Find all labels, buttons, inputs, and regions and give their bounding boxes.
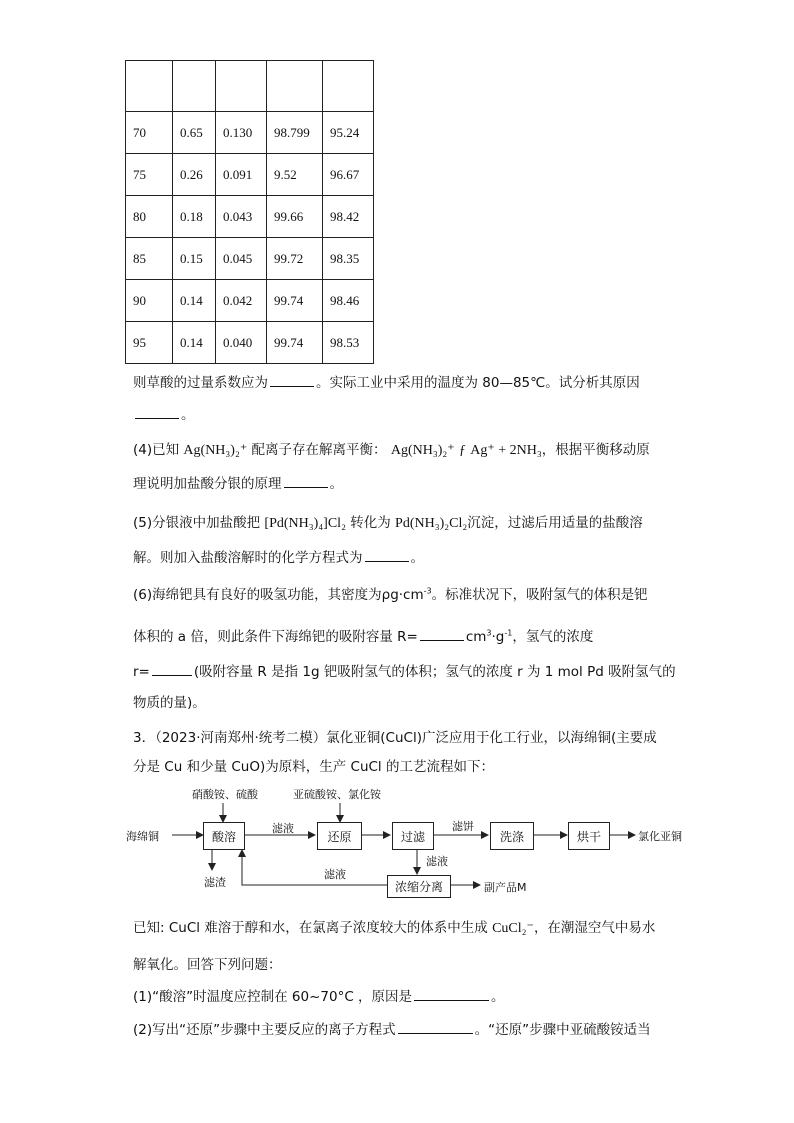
table-header-cell (323, 61, 374, 112)
text-line (133, 755, 494, 775)
answer-blank (152, 662, 192, 676)
table-row (126, 112, 374, 154)
text-line (133, 953, 282, 973)
text-span: 。 (491, 989, 505, 1005)
text-span: 理说明加盐酸分银的原理 (133, 476, 282, 492)
step-acid-dissolve: 酸溶 (203, 822, 245, 850)
text-span: 。 (410, 550, 424, 566)
table-cell: 98.46 (323, 280, 374, 322)
text-span: ，氢气的浓度 (512, 629, 594, 645)
text-span: 物质的量)。 (133, 695, 206, 711)
table-cell: 95.24 (323, 112, 374, 154)
table-cell: 75 (126, 154, 173, 196)
table-cell: 0.18 (173, 196, 216, 238)
text-span: 沉淀，过滤后用适量的盐酸溶 (467, 515, 643, 531)
answer-blank (270, 373, 314, 387)
table-cell: 0.040 (216, 322, 267, 364)
text-span: 。 (329, 476, 343, 492)
text-line (133, 916, 655, 937)
flow-label: 滤液 (426, 855, 448, 868)
text-line (133, 371, 640, 391)
text-span: (吸附容量 R 是指 1g 钯吸附氢气的体积；氢气的浓度 r 为 1 mol Pd 吸附氢气的 (193, 664, 676, 680)
question-3-line (133, 726, 657, 746)
text-span: 。“还原”步骤中亚硫酸铵适当 (474, 1022, 651, 1038)
data-table (125, 60, 374, 364)
table-cell: 98.799 (267, 112, 323, 154)
table-row (126, 322, 374, 364)
text-span: ·g (491, 629, 505, 645)
table-cell: 99.72 (267, 238, 323, 280)
formula: Ag⁺ + 2NH₃ (470, 443, 542, 458)
step-wash: 洗涤 (490, 822, 534, 850)
table-cell: 0.26 (173, 154, 216, 196)
answer-blank (420, 627, 464, 641)
table-cell: 0.14 (173, 280, 216, 322)
table-header-cell (173, 61, 216, 112)
table-cell: 9.52 (267, 154, 323, 196)
flow-label: 滤液 (324, 868, 346, 881)
table-cell: 85 (126, 238, 173, 280)
formula: Ag(NH₃)₂⁺ (183, 443, 248, 458)
answer-blank (398, 1020, 473, 1034)
text-line (133, 546, 424, 566)
superscript: -3 (423, 586, 432, 596)
table-header-row (126, 61, 374, 112)
text-span: cm (465, 629, 487, 645)
step-dry: 烘干 (568, 822, 610, 850)
table-cell: 99.74 (267, 322, 323, 364)
table-header-cell (267, 61, 323, 112)
text-span: (6)海绵钯具有良好的吸氢功能，其密度为ρg·cm (133, 587, 424, 603)
flow-label: 滤液 (272, 822, 294, 835)
text-line (133, 660, 676, 680)
recycle-arrow (242, 850, 387, 885)
table-cell: 90 (126, 280, 173, 322)
text-span: 转化为 (350, 515, 391, 531)
table-cell: 80 (126, 196, 173, 238)
table-header-cell (126, 61, 173, 112)
text-span: 解。则加入盐酸溶解时的化学方程式为 (133, 550, 363, 566)
table-cell: 0.130 (216, 112, 267, 154)
table-cell: 95 (126, 322, 173, 364)
flow-input-label: 海绵铜 (126, 830, 159, 843)
reagent-label: 亚硫酸铵、氯化铵 (293, 788, 381, 801)
formula: [Pd(NH₃)₄]Cl₂ (264, 516, 346, 531)
table-cell: 0.15 (173, 238, 216, 280)
table-row (126, 238, 374, 280)
table-cell: 0.091 (216, 154, 267, 196)
table-cell: 0.043 (216, 196, 267, 238)
answer-blank (414, 987, 489, 1001)
text-span: ，根据平衡移动原 (541, 442, 650, 458)
step-filter: 过滤 (392, 822, 434, 850)
table-cell: 99.74 (267, 280, 323, 322)
formula: Ag(NH₃)₂⁺ (390, 443, 455, 458)
superscript: -1 (504, 628, 513, 638)
superscript: 3 (486, 628, 492, 638)
formula: Pd(NH₃)₂Cl₂ (395, 516, 468, 531)
text-line (133, 583, 648, 603)
table-cell: 0.65 (173, 112, 216, 154)
answer-blank (284, 474, 328, 488)
text-span: (4)已知 (133, 442, 180, 458)
table-cell: 70 (126, 112, 173, 154)
text-span: 分是 Cu 和少量 CuO)为原料，生产 CuCl 的工艺流程如下： (133, 759, 494, 775)
equilibrium-arrow: ƒ (458, 443, 466, 458)
table-cell: 0.045 (216, 238, 267, 280)
text-span: 体积的 a 倍，则此条件下海绵钯的吸附容量 R= (133, 629, 418, 645)
table-row (126, 196, 374, 238)
text-span: 配离子存在解离平衡： (251, 442, 387, 458)
table-cell: 99.66 (267, 196, 323, 238)
formula: CuCl₂⁻ (492, 921, 534, 936)
text-span: 。 (181, 407, 195, 423)
text-span: 则草酸的过量系数应为 (133, 375, 268, 391)
text-span: 3．（2023·河南郑州·统考二模）氯化亚铜(CuCl)广泛应用于化工行业，以海绵铜(主要成 (133, 730, 657, 746)
table-cell: 0.042 (216, 280, 267, 322)
text-span: r= (133, 664, 150, 680)
table-cell: 98.42 (323, 196, 374, 238)
answer-blank (135, 405, 179, 419)
table-row (126, 280, 374, 322)
text-line (133, 403, 195, 423)
text-line (133, 472, 343, 492)
table-header-cell (216, 61, 267, 112)
flow-output-label: 氯化亚铜 (638, 830, 682, 843)
text-span: 已知: CuCl 难溶于醇和水，在氯离子浓度较大的体系中生成 (133, 920, 488, 936)
step-reduce: 还原 (317, 822, 362, 850)
text-span: 。实际工业中采用的温度为 80—85℃。试分析其原因 (316, 375, 640, 391)
answer-blank (365, 548, 409, 562)
reagent-label: 硝酸铵、硫酸 (192, 788, 258, 801)
text-span: 。标准状况下，吸附氢气的体积是钯 (431, 587, 648, 603)
table-cell: 0.14 (173, 322, 216, 364)
table-cell: 98.53 (323, 322, 374, 364)
table-cell: 98.35 (323, 238, 374, 280)
byproduct-label: 副产品M (484, 881, 527, 894)
table-row (126, 154, 374, 196)
text-line (133, 985, 505, 1005)
flow-label: 滤饼 (452, 820, 474, 833)
text-line (133, 438, 650, 459)
table-cell: 96.67 (323, 154, 374, 196)
flow-label: 滤渣 (204, 876, 226, 889)
text-span: 解氧化。回答下列问题： (133, 957, 282, 973)
text-line (133, 1018, 651, 1038)
text-span: (1)“酸溶”时温度应控制在 60~70°C ，原因是 (133, 989, 413, 1005)
text-span: ，在潮湿空气中易水 (533, 920, 656, 936)
text-line (133, 691, 206, 711)
text-line (133, 625, 593, 645)
text-line (133, 511, 643, 532)
text-span: (5)分银液中加盐酸把 (133, 515, 261, 531)
step-concentrate-separate: 浓缩分离 (387, 875, 451, 898)
process-flow-diagram (126, 782, 710, 900)
text-span: (2)写出“还原”步骤中主要反应的离子方程式 (133, 1022, 396, 1038)
